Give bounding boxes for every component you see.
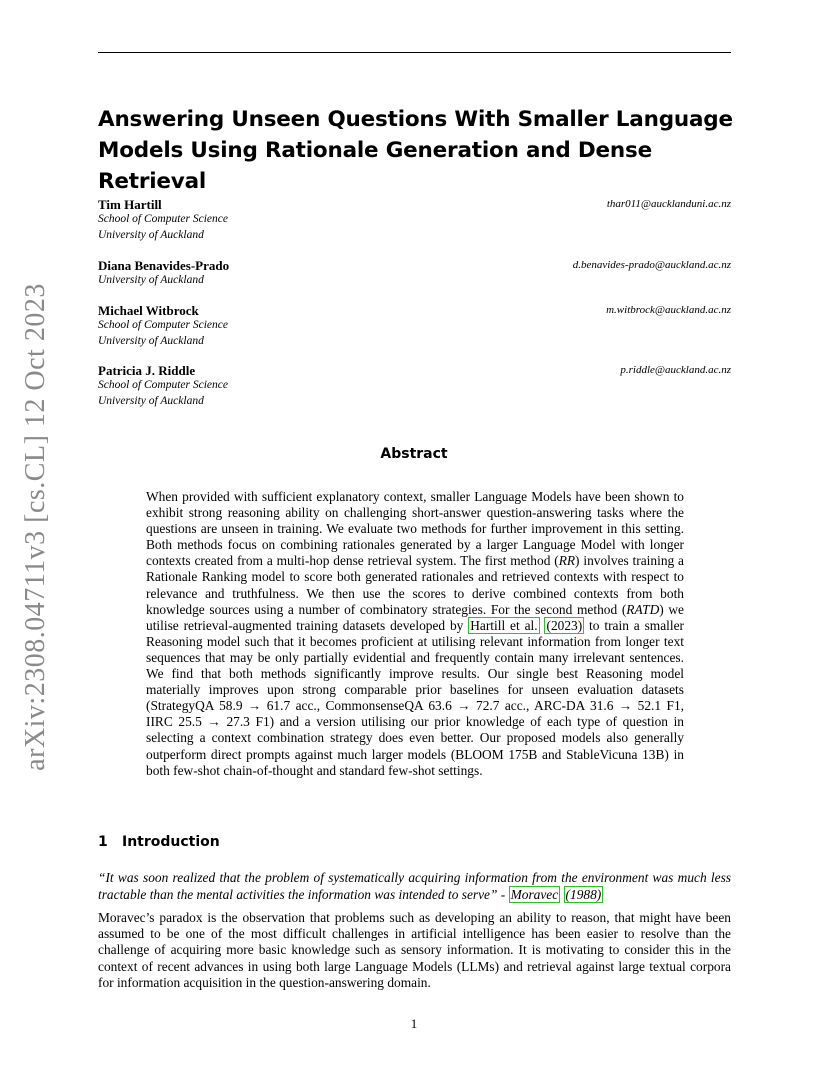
epigraph-quote <box>98 870 731 903</box>
author-affiliation: University of Auckland <box>98 274 204 286</box>
abstract-heading: Abstract <box>380 446 448 462</box>
quote-text: “It was soon realized that the problem of systematically acquiring information from the environment was much less tractable than the mental activities the information was intended to serve” <box>98 870 731 902</box>
section-number: 1 <box>98 834 108 850</box>
paper-title: Answering Unseen Questions With Smaller Language Models Using Rationale Generation and Dense Retrieval <box>98 107 733 194</box>
author-affiliation: University of Auckland <box>98 334 204 347</box>
abstract-segment: ) we utilise retrieval-augmented training datasets developed by <box>146 601 685 633</box>
intro-paragraph: Moravec’s paradox is the observation that problems such as developing an ability to reason, that might have been assumed to be one of the most difficult challenges in artificial intelligence has been easier to resolve than the challenge of acquiring more basic knowledge such as sensory information. It is motivating to consider this in the context of recent advances in using both large Language Models (LLMs) and retrieval against large textual corpora for information acquisition in the question-answering domain. <box>98 910 731 990</box>
header-rule <box>98 52 731 53</box>
arxiv-sidebar <box>16 283 56 771</box>
author-affiliation: University of Auckland <box>98 394 204 407</box>
citation-link[interactable]: Hartill et al. <box>470 617 538 633</box>
abstract-segment: to train a smaller Reasoning model such that it becomes proficient at utilising relevant information from longer text sequences that may be only partially evidential and frequently contain many irrelevant sentences. We find that both methods significantly improve results. Our single best Reasoning model materially improves upon strong comparable prior baselines for unseen evaluation datasets (StrategyQA 58.9 → 61.7 acc., CommonsenseQA 63.6 → 72.7 acc., ARC-DA 31.6 → 52.1 F1, IIRC 25.5 → 27.3 F1) and a version utilising our prior knowledge of each type of question in selecting a context combination strategy does even better. Our proposed models also generally outperform direct prompts against much larger models (BLOOM 175B and StableVicuna 13B) in both few-shot chain-of-thought and standard few-shot settings. <box>146 617 684 778</box>
citation-year-link[interactable]: (1988) <box>565 886 602 902</box>
author-name: Patricia J. Riddle <box>98 363 196 378</box>
quote-dash: - <box>497 886 509 902</box>
author-email[interactable]: thar011@aucklanduni.ac.nz <box>606 198 731 210</box>
author-affiliation: School of Computer Science <box>98 379 228 391</box>
author-block <box>98 363 731 409</box>
author-name: Michael Witbrock <box>98 303 199 318</box>
abstract-text <box>146 489 684 779</box>
citation-year-link[interactable]: (2023) <box>546 617 583 633</box>
section-heading <box>98 834 220 850</box>
abstract-segment: ) involves training a Rationale Ranking model to score both generated rationales and retrieved contexts with respect to relevance and truthfulness. We then use the scores to derive combined contexts from both knowledge sources using a number of combinatory strategies. For the second method ( <box>146 553 684 617</box>
author-affiliation: School of Computer Science <box>98 213 228 225</box>
author-affiliation: School of Computer Science <box>98 319 228 331</box>
page-number: 1 <box>410 1016 418 1031</box>
author-name: Diana Benavides-Prado <box>98 258 230 273</box>
author-email[interactable]: d.benavides-prado@auckland.ac.nz <box>572 259 731 271</box>
citation-link[interactable]: Moravec <box>510 886 559 902</box>
author-email[interactable]: m.witbrock@auckland.ac.nz <box>606 304 731 316</box>
author-email[interactable]: p.riddle@auckland.ac.nz <box>620 364 731 376</box>
section-title: Introduction <box>122 834 220 850</box>
author-block <box>98 197 731 243</box>
abstract-segment: When provided with sufficient explanatory context, smaller Language Models have been shown to exhibit strong reasoning ability on challenging short-answer question-answering tasks where the questions are unseen in training. We evaluate two methods for further improvement in this setting. Both methods focus on combining rationales generated by a larger Language Model with longer contexts created from a multi-hop dense retrieval system. The first method ( <box>146 489 684 569</box>
abstract-method-ratd: RATD <box>626 601 660 617</box>
abstract-method-rr: RR <box>558 553 576 569</box>
author-affiliation: University of Auckland <box>98 228 204 241</box>
author-block <box>98 303 731 349</box>
author-block <box>98 258 731 289</box>
arxiv-identifier: arXiv:2308.04711v3 [cs.CL] 12 Oct 2023 <box>20 283 51 771</box>
author-name: Tim Hartill <box>98 197 162 212</box>
